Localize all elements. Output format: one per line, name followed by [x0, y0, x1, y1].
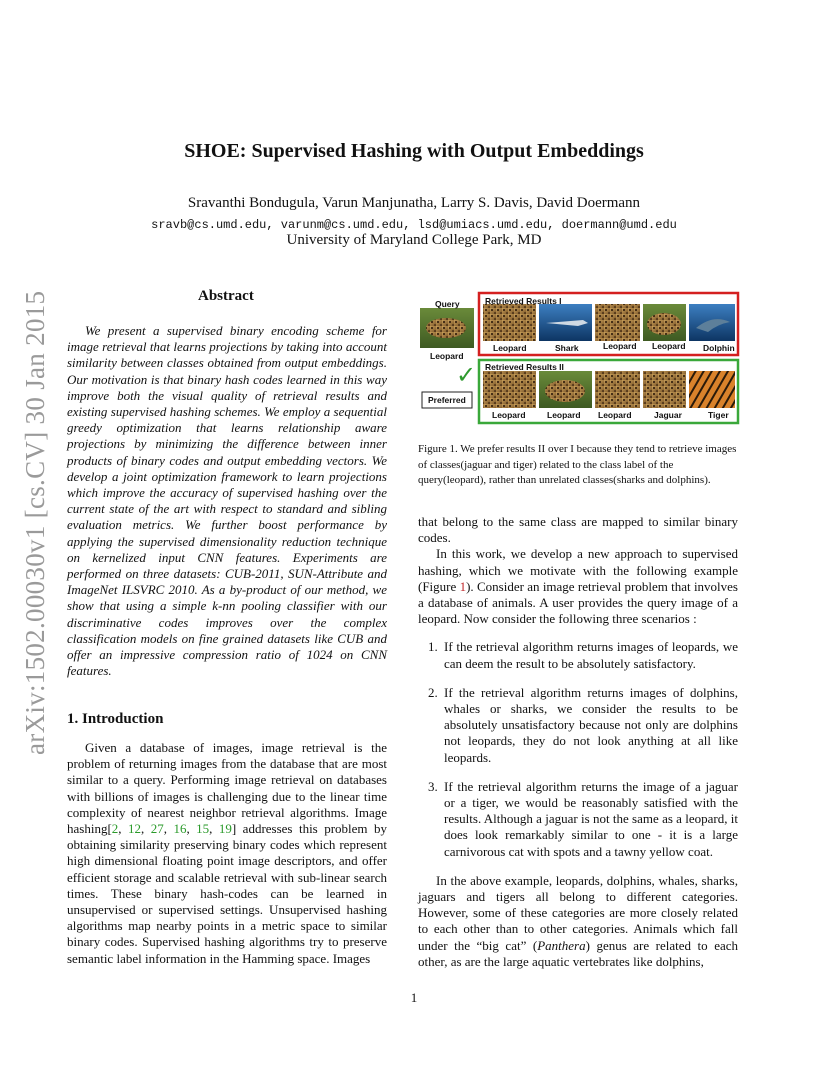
query-label: Query — [435, 299, 460, 309]
introduction-heading: 1. Introduction — [67, 711, 164, 727]
results2-title: Retrieved Results II — [485, 362, 564, 372]
list-number: 3. — [428, 778, 438, 794]
page-number: 1 — [410, 990, 418, 1005]
intro-text-before: Given a database of images, image retrieval is the problem of returning images from the database that are most similar to a query. Performing image retrieval on databases with billions of images is challenging due to the linear time complexity of nearest neighbor retrieval algorithms. Image hashing[ — [67, 740, 387, 837]
abstract-text: We present a supervised binary encoding scheme for image retrieval that learns projections by taking into account similarity between classes obtained from output embeddings. Our motivation is that binary hash codes learned in this way improve both the visual quality of retrieval results and existing supervised hashing schemes. We employ a sequential greedy optimization that learns relationship aware projections by minimizing the difference between inner products of binary codes and output embedding vectors. We develop a joint optimization framework to learn projections which improve the accuracy of supervised hashing over the current state of the art with respect to standard and sibling evaluation metrics. We further boost performance by applying the supervised dimensionality reduction technique on kernelized input CNN features. Experiments are performed on three datasets: CUB-2011, SUN-Attribute and ImageNet ILSVRC 2010. As a by-product of our method, we show that using a simple k-nn pooling classifier with our discriminative codes improves over the complex classification models on fine grained datasets like CUB and offer an impressive compression ratio of 1024 on CNN features. — [67, 323, 387, 679]
list-item-text: If the retrieval algorithm returns images of leopards, we can deem the result to be absolutely satisfactory. — [444, 639, 738, 671]
paragraph — [418, 873, 738, 970]
results1-label-2: Shark — [555, 343, 579, 353]
abstract-heading: Abstract — [198, 288, 254, 304]
results1-label-5: Dolphin — [703, 343, 735, 353]
results2-label-4: Jaguar — [654, 410, 682, 420]
authors: Sravanthi Bondugula, Varun Manjunatha, Larry S. Davis, David Doermann — [187, 195, 641, 211]
p3-text-after: ) genus are related to each other, as are the large aquatic vertebrates like dolphins, — [418, 937, 739, 969]
citation-link[interactable]: 16 — [173, 821, 187, 837]
figure-1 — [418, 290, 740, 425]
citation-link[interactable]: 27 — [150, 821, 164, 837]
p2-text-before: In this work, we develop a new approach to supervised hashing, which we motivate with the following example (Figure — [418, 546, 738, 594]
results2-img-1 — [483, 371, 536, 408]
p2-text-after: ). Consider an image retrieval problem that involves a database of animals. A user provides the query image of a leopard. Now consider the following three scenarios : — [418, 578, 738, 627]
p3-italic: Panthera — [537, 937, 586, 953]
results2-img-3 — [595, 371, 640, 408]
list-item-text: If the retrieval algorithm returns images of dolphins, whales or sharks, we consider the results to be absolutely unsatisfactory because not only are dolphins not leopards, they do not look anything at all like leopards. — [444, 684, 738, 765]
results1-leopard — [647, 313, 681, 335]
list-item — [418, 779, 738, 860]
results2-label-5: Tiger — [708, 410, 729, 420]
results2-label-1: Leopard — [492, 410, 526, 420]
figure-graphic — [418, 290, 740, 425]
list-item — [418, 685, 738, 766]
intro-text-after: ] addresses this problem by obtaining similarity preserving binary codes which represent high dimensional floating point image descriptors, and offer efficient storage and scalable retrieval with sub-linear search times. These binary hash-codes can be learned in unsupervised or supervised settings. Unsupervised hashing algorithms map nearby points in a metric space to similar binary codes. Supervised hashing algorithms try to preserve semantic label information in the Hamming space. Images — [67, 821, 387, 966]
results1-img-3 — [595, 304, 640, 341]
right-column — [418, 514, 738, 970]
figure-caption: Figure 1. We prefer results II over I because they tend to retrieve images of classes(jaguar and tiger) related to the class label of the query(leopard), rather than unrelated classes(sharks and dolphins). — [418, 443, 737, 487]
author-emails: sravb@cs.umd.edu, varunm@cs.umd.edu, lsd@umiacs.umd.edu, doermann@umd.edu — [151, 218, 677, 232]
query-class-label: Leopard — [430, 351, 464, 361]
paragraph — [418, 546, 738, 627]
p3-text-before: In the above example, leopards, dolphins, whales, sharks, jaguars and tigers all belong to different categories. However, some of these categories are more closely related to each other than to other categories. Animals which fall under the “big cat” ( — [418, 872, 738, 953]
check-icon: ✓ — [456, 362, 477, 389]
list-item — [418, 639, 738, 671]
results1-title: Retrieved Results I — [485, 296, 562, 306]
paragraph: that belong to the same class are mapped to similar binary codes. — [418, 514, 738, 546]
arxiv-stamp: arXiv:1502.00030v1 [cs.CV] 30 Jan 2015 — [20, 290, 50, 755]
results1-label-4: Leopard — [652, 341, 686, 351]
list-number: 2. — [428, 684, 438, 700]
preferred-label: Preferred — [428, 395, 466, 405]
citation-link[interactable]: 19 — [218, 821, 232, 837]
introduction-text: Given a database of images, image retrieval is the problem of returning images from the database that are most similar to a query. Performing image retrieval on databases with billions of images is challenging due to the linear time complexity of nearest neighbor retrieval algorithms. Image hashing[2, 12, 27, 16, 15, 19] addresses this problem by obtaining similarity preserving binary codes which represent high dimensional floating point image descriptors, and offer efficient storage and scalable retrieval with sub-linear search times. These binary hash-codes can be learned in unsupervised or supervised settings. Unsupervised hashing algorithms map nearby points in a metric space to similar binary codes. Supervised hashing algorithms try to preserve semantic label information in the Hamming space. Images — [67, 740, 387, 966]
citation-link[interactable]: 2 — [111, 821, 119, 837]
list-number: 1. — [428, 639, 438, 655]
results1-label-1: Leopard — [493, 343, 527, 353]
results2-leopard — [545, 380, 585, 402]
results2-img-4 — [643, 371, 686, 408]
citation-link[interactable]: 15 — [196, 821, 210, 837]
query-leopard — [426, 318, 466, 338]
paper-title: SHOE: Supervised Hashing with Output Embeddings — [184, 140, 644, 162]
results2-img-5 — [689, 371, 735, 408]
scenario-list — [418, 639, 738, 859]
results2-label-3: Leopard — [598, 410, 632, 420]
results1-label-3: Leopard — [603, 341, 637, 351]
results1-img-1 — [483, 304, 536, 341]
results2-label-2: Leopard — [547, 410, 581, 420]
citation-link[interactable]: 12 — [128, 821, 141, 837]
figure-ref-link[interactable]: 1 — [459, 578, 467, 594]
affiliation: University of Maryland College Park, MD — [286, 232, 542, 248]
list-item-text: If the retrieval algorithm returns the image of a jaguar or a tiger, we would be reasonably satisfied with the results. Although a jaguar is not the same as a leopard, it does look remarkably similar to one - it is a large carnivorous cat with spots and a tawny yellow coat. — [444, 778, 738, 859]
